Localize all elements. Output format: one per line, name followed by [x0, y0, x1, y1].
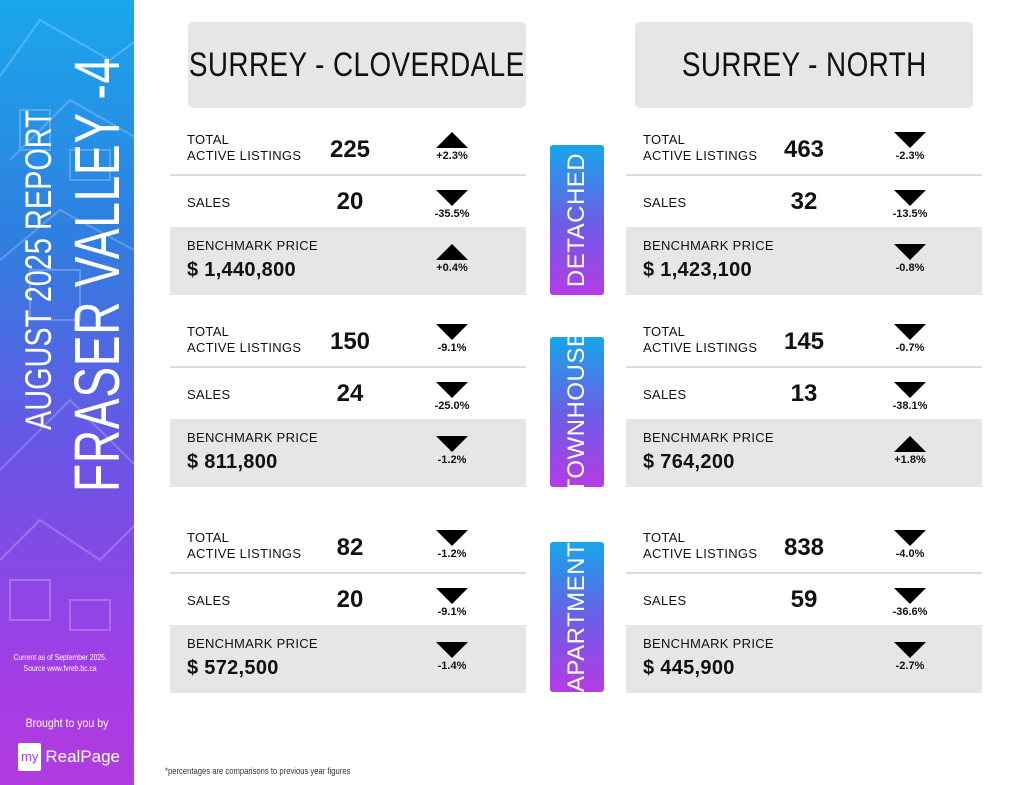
- listings-value: 838: [783, 534, 825, 561]
- arrow-up-icon: [436, 244, 468, 260]
- listings-label-active: ACTIVE LISTINGS: [643, 148, 758, 163]
- sales-change: [422, 190, 482, 220]
- listings-change: [880, 324, 940, 354]
- benchmark-label: BENCHMARK PRICE: [643, 238, 774, 253]
- listings-change-pct: -2.3%: [895, 150, 925, 162]
- listings-label-active: ACTIVE LISTINGS: [187, 148, 302, 163]
- benchmark-change-pct: -1.2%: [437, 454, 467, 466]
- benchmark-label: BENCHMARK PRICE: [643, 430, 774, 445]
- arrow-down-icon: [894, 530, 926, 546]
- listings-change-pct: -1.2%: [437, 548, 467, 560]
- benchmark-row: [170, 419, 526, 487]
- listings-value: 463: [783, 136, 825, 163]
- listings-value: 150: [329, 328, 371, 355]
- sales-value: 59: [790, 586, 818, 613]
- listings-row: [170, 520, 526, 574]
- sales-change: [422, 588, 482, 618]
- sales-label: SALES: [187, 593, 231, 608]
- listings-row: [626, 122, 982, 176]
- benchmark-label: BENCHMARK PRICE: [643, 636, 774, 651]
- arrow-up-icon: [436, 132, 468, 148]
- source-line-url: Source www.fvreb.bc.ca: [23, 664, 97, 673]
- benchmark-price: $ 811,800: [187, 451, 278, 473]
- listings-label-total: TOTAL: [187, 324, 230, 339]
- listings-change: [422, 530, 482, 560]
- sales-value: 32: [790, 188, 818, 215]
- sales-change-pct: -38.1%: [892, 400, 928, 412]
- sidebar: [0, 0, 134, 785]
- benchmark-price: $ 764,200: [643, 451, 735, 473]
- arrow-down-icon: [436, 382, 468, 398]
- listings-change: [880, 132, 940, 162]
- arrow-down-icon: [894, 244, 926, 260]
- sales-change: [880, 382, 940, 412]
- benchmark-change-pct: +0.4%: [436, 262, 468, 274]
- benchmark-change-pct: +1.8%: [894, 454, 926, 466]
- listings-change-pct: -0.7%: [895, 342, 925, 354]
- benchmark-row: [170, 227, 526, 295]
- source-line-date: Current as of September 2025.: [13, 653, 107, 662]
- area-title: SURREY - NORTH: [681, 45, 927, 84]
- benchmark-label: BENCHMARK PRICE: [187, 238, 318, 253]
- listings-row: [626, 314, 982, 368]
- sales-change-pct: -35.5%: [434, 208, 470, 220]
- sales-row: [170, 576, 526, 626]
- sales-change: [880, 588, 940, 618]
- benchmark-price: $ 572,500: [187, 657, 279, 679]
- arrow-down-icon: [436, 642, 468, 658]
- listings-change-pct: -4.0%: [895, 548, 925, 560]
- sales-change: [880, 190, 940, 220]
- brought-to-you-by: Brought to you by: [25, 716, 109, 730]
- benchmark-label: BENCHMARK PRICE: [187, 636, 318, 651]
- listings-label-active: ACTIVE LISTINGS: [643, 546, 758, 561]
- area-header-cloverdale: [188, 22, 526, 108]
- listings-label-total: TOTAL: [643, 132, 686, 147]
- benchmark-change-pct: -1.4%: [437, 660, 467, 672]
- benchmark-change-pct: -2.7%: [895, 660, 925, 672]
- listings-label: [187, 132, 301, 164]
- benchmark-row: [626, 227, 982, 295]
- benchmark-change: [422, 642, 482, 672]
- benchmark-change: [880, 436, 940, 466]
- benchmark-change: [880, 642, 940, 672]
- benchmark-row: [626, 625, 982, 693]
- sales-label: SALES: [643, 387, 687, 402]
- listings-label: [643, 324, 757, 356]
- ptype-apartment: [550, 542, 604, 692]
- benchmark-row: [626, 419, 982, 487]
- sales-label: SALES: [643, 195, 687, 210]
- listings-row: [170, 314, 526, 368]
- area-header-north: [635, 22, 973, 108]
- sales-change-pct: -25.0%: [434, 400, 470, 412]
- ptype-townhouse: [550, 330, 604, 494]
- sales-change-pct: -13.5%: [892, 208, 928, 220]
- sales-value: 24: [336, 380, 364, 407]
- arrow-up-icon: [894, 436, 926, 452]
- logo-my: my: [18, 743, 41, 771]
- listings-label: [643, 132, 757, 164]
- sales-row: [170, 178, 526, 228]
- listings-change-pct: -9.1%: [437, 342, 467, 354]
- realpage-logo: [18, 742, 120, 772]
- benchmark-row: [170, 625, 526, 693]
- arrow-down-icon: [436, 436, 468, 452]
- sales-change-pct: -36.6%: [892, 606, 928, 618]
- arrow-down-icon: [894, 382, 926, 398]
- listings-row: [170, 122, 526, 176]
- listings-change: [880, 530, 940, 560]
- sales-label: SALES: [187, 387, 231, 402]
- arrow-down-icon: [894, 324, 926, 340]
- benchmark-price: $ 445,900: [643, 657, 735, 679]
- arrow-down-icon: [894, 642, 926, 658]
- listings-value: 225: [329, 136, 371, 163]
- benchmark-change: [422, 244, 482, 274]
- benchmark-price: $ 1,440,800: [187, 259, 296, 281]
- listings-label: [643, 530, 757, 562]
- listings-row: [626, 520, 982, 574]
- benchmark-change: [422, 436, 482, 466]
- ptype-label: DETACHED: [563, 152, 590, 288]
- sales-label: SALES: [187, 195, 231, 210]
- listings-label: [187, 324, 301, 356]
- listings-change-pct: +2.3%: [436, 150, 468, 162]
- listings-label-active: ACTIVE LISTINGS: [643, 340, 758, 355]
- listings-label-total: TOTAL: [187, 132, 230, 147]
- arrow-down-icon: [894, 190, 926, 206]
- listings-value: 82: [336, 534, 364, 561]
- listings-label-total: TOTAL: [187, 530, 230, 545]
- sales-row: [626, 370, 982, 420]
- sales-value: 20: [336, 188, 364, 215]
- benchmark-price: $ 1,423,100: [643, 259, 752, 281]
- sales-label: SALES: [643, 593, 687, 608]
- region-title: FRASER VALLEY -4: [61, 57, 133, 492]
- ptype-label: TOWNHOUSE: [563, 330, 590, 494]
- listings-value: 145: [783, 328, 825, 355]
- listings-label: [187, 530, 301, 562]
- footnote: *percentages are comparisons to previous year figures: [165, 766, 351, 776]
- arrow-down-icon: [436, 190, 468, 206]
- ptype-label: APARTMENT: [563, 541, 590, 693]
- sales-row: [626, 576, 982, 626]
- arrow-down-icon: [436, 324, 468, 340]
- listings-label-total: TOTAL: [643, 530, 686, 545]
- benchmark-change: [880, 244, 940, 274]
- area-title: SURREY - CLOVERDALE: [189, 45, 525, 84]
- benchmark-change-pct: -0.8%: [895, 262, 925, 274]
- listings-label-total: TOTAL: [643, 324, 686, 339]
- ptype-detached: [550, 145, 604, 295]
- listings-label-active: ACTIVE LISTINGS: [187, 340, 302, 355]
- sales-value: 13: [790, 380, 818, 407]
- report-title: AUGUST 2025 REPORT: [18, 110, 59, 430]
- source-note: [10, 652, 110, 674]
- listings-label-active: ACTIVE LISTINGS: [187, 546, 302, 561]
- sales-change-pct: -9.1%: [437, 606, 467, 618]
- logo-name: RealPage: [45, 747, 121, 766]
- arrow-down-icon: [436, 530, 468, 546]
- listings-change: [422, 324, 482, 354]
- arrow-down-icon: [894, 588, 926, 604]
- arrow-down-icon: [894, 132, 926, 148]
- sales-row: [170, 370, 526, 420]
- benchmark-label: BENCHMARK PRICE: [187, 430, 318, 445]
- sales-row: [626, 178, 982, 228]
- listings-change: [422, 132, 482, 162]
- sales-value: 20: [336, 586, 364, 613]
- sales-change: [422, 382, 482, 412]
- arrow-down-icon: [436, 588, 468, 604]
